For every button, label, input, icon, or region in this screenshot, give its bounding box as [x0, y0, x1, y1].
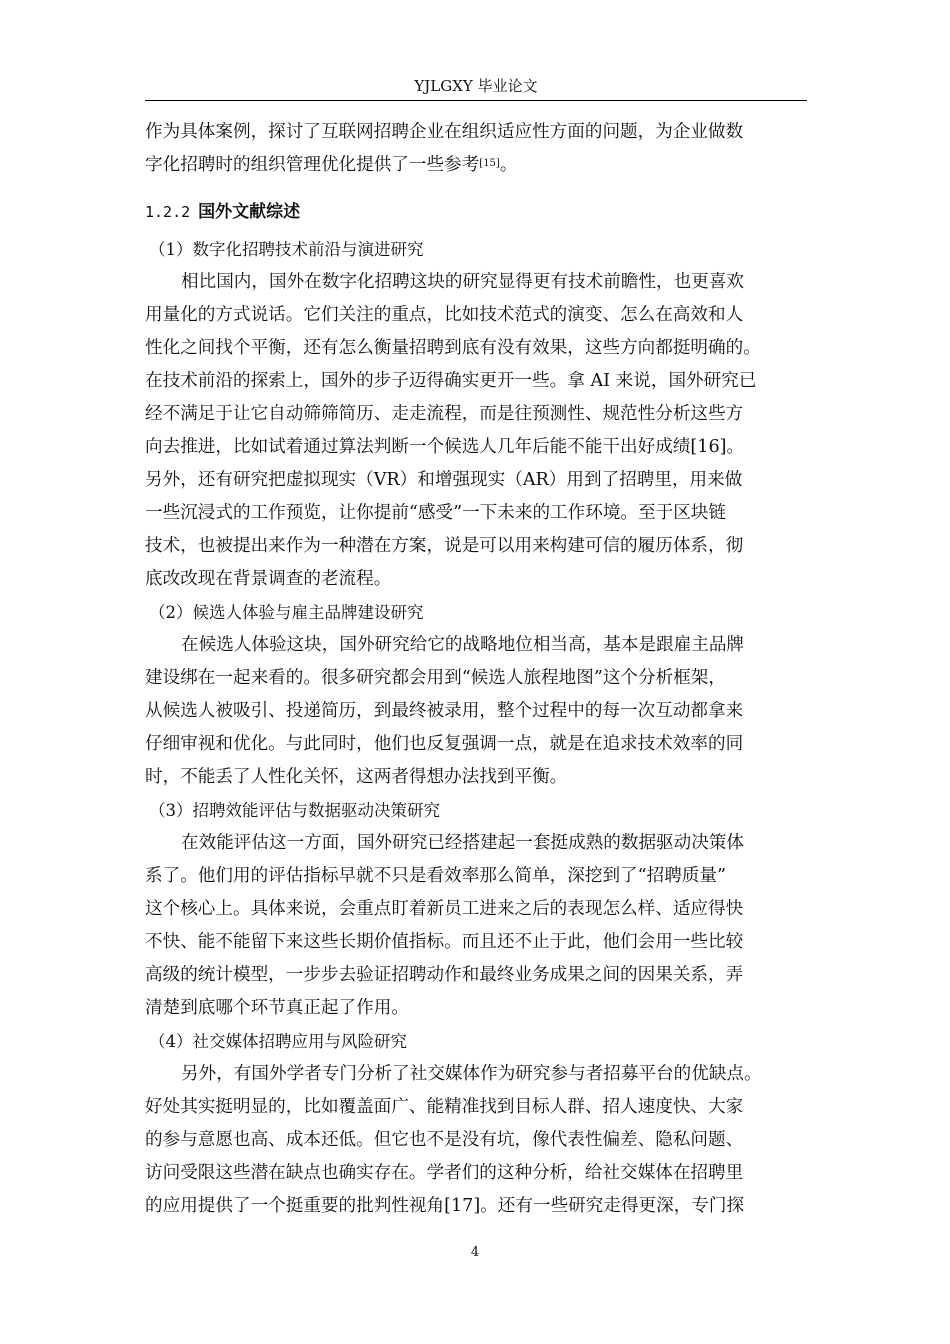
subsection-heading-3: （3）招聘效能评估与数据驱动决策研究	[149, 801, 440, 820]
paragraph-line: 高级的统计模型，一步步去验证招聘动作和最终业务成果之间的因果关系，弄	[145, 965, 744, 985]
page-number: 4	[470, 1245, 480, 1260]
paragraph-line: 建设绑在一起来看的。很多研究都会用到“候选人旅程地图”这个分析框架，	[145, 668, 726, 688]
intro-line-1: 作为具体案例，探讨了互联网招聘企业在组织适应性方面的问题，为企业做数	[145, 122, 744, 142]
paragraph-line: 用量化的方式说话。它们关注的重点，比如技术范式的演变、怎么在高效和人	[145, 305, 744, 325]
paragraph-line: 一些沉浸式的工作预览，让你提前“感受”一下未来的工作环境。至于区块链	[145, 503, 726, 523]
section-heading	[145, 196, 807, 229]
paragraph-line: 仔细审视和优化。与此同时，他们也反复强调一点，就是在追求技术效率的同	[145, 734, 744, 754]
subsection-heading-2: （2）候选人体验与雇主品牌建设研究	[149, 603, 424, 622]
paragraph-line: 在效能评估这一方面，国外研究已经搭建起一套挺成熟的数据驱动决策体	[181, 833, 745, 853]
section-number: 1.2.2	[145, 203, 191, 221]
paragraph-line: 在候选人体验这块，国外研究给它的战略地位相当高，基本是跟雇主品牌	[181, 635, 745, 655]
paragraph-line: 不快、能不能留下来这些长期价值指标。而且还不止于此，他们会用一些比较	[145, 932, 744, 952]
paragraph-line: 技术，也被提出来作为一种潜在方案，说是可以用来构建可信的履历体系，彻	[145, 536, 744, 556]
section-title: 国外文献综述	[198, 202, 301, 222]
paragraph-line: 时，不能丢了人性化关怀，这两者得想办法找到平衡。	[145, 767, 568, 787]
paragraph-line: 这个核心上。具体来说，会重点盯着新员工进来之后的表现怎么样、适应得快	[145, 899, 744, 919]
intro-line-2-end: 。	[499, 155, 518, 175]
page-body	[145, 116, 807, 1223]
citation-ref: [15]	[479, 158, 500, 169]
paragraph-line: 在技术前沿的探索上，国外的步子迈得确实更开一些。拿 AI 来说，国外研究已	[145, 371, 757, 391]
intro-line-2	[145, 149, 807, 182]
paragraph-line: 系了。他们用的评估指标早就不只是看效率那么简单，深挖到了“招聘质量”	[145, 866, 726, 886]
paragraph-line: 清楚到底哪个环节真正起了作用。	[145, 998, 409, 1018]
paragraph-line: 相比国内，国外在数字化招聘这块的研究显得更有技术前瞻性，也更喜欢	[181, 272, 745, 292]
paragraph-line: 性化之间找个平衡，还有怎么衡量招聘到底有没有效果，这些方向都挺明确的。	[145, 338, 761, 358]
page-header: YJLGXY 毕业论文	[414, 77, 538, 95]
paragraph-line: 好处其实挺明显的，比如覆盖面广、能精准找到目标人群、招人速度快、大家	[145, 1097, 744, 1117]
paragraph-line: 另外，有国外学者专门分析了社交媒体作为研究参与者招募平台的优缺点。	[181, 1064, 762, 1084]
paragraph-line: 的应用提供了一个挺重要的批判性视角[17]。还有一些研究走得更深，专门探	[145, 1196, 745, 1216]
subsection-heading-1: （1）数字化招聘技术前沿与演进研究	[149, 240, 424, 259]
paragraph-line: 底改改现在背景调查的老流程。	[145, 569, 392, 589]
paragraph-line: 另外，还有研究把虚拟现实（VR）和增强现实（AR）用到了招聘里，用来做	[145, 470, 743, 490]
paragraph-line: 从候选人被吸引、投递简历，到最终被录用，整个过程中的每一次互动都拿来	[145, 701, 744, 721]
paragraph-line: 向去推进，比如试着通过算法判断一个候选人几年后能不能干出好成绩[16]。	[145, 437, 745, 457]
paragraph-line: 的参与意愿也高、成本还低。但它也不是没有坑，像代表性偏差、隐私问题、	[145, 1130, 744, 1150]
subsection-heading-4: （4）社交媒体招聘应用与风险研究	[149, 1032, 407, 1051]
paragraph-line: 访问受限这些潜在缺点也确实存在。学者们的这种分析，给社交媒体在招聘里	[145, 1163, 744, 1183]
paragraph-line: 经不满足于让它自动筛筛简历、走走流程，而是往预测性、规范性分析这些方	[145, 404, 744, 424]
intro-line-2-text: 字化招聘时的组织管理优化提供了一些参考	[145, 155, 480, 175]
header-rule	[145, 100, 807, 101]
